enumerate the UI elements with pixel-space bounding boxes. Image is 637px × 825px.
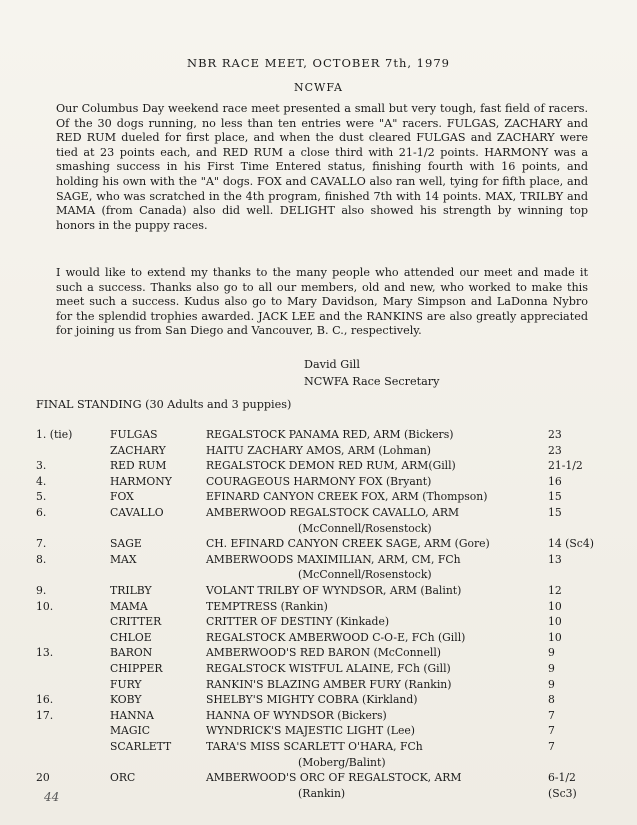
registered-name-cell: REGALSTOCK WISTFUL ALAINE, FCh (Gill) — [206, 662, 451, 675]
registered-name-cell: TEMPTRESS (Rankin) — [206, 599, 328, 613]
call-name-cell: CHLOE — [110, 630, 152, 644]
place-cell: 7. — [36, 537, 47, 551]
points-cell: 10 — [548, 615, 562, 629]
paragraph-thanks: I would like to extend my thanks to the many people who attended our meet and made it such a success. Thanks also go to all our members, old and new, who worked to make this meet such a success. Kudus also go to Mary Davidson, Mary Simpson and LaDonna Nybro for the splendid trophies awarded. JACK LEE and the RANKINS are also greatly appreciated for joining us from San Diego and Vancouver, B. C., respectively. — [56, 266, 588, 338]
table-row — [0, 631, 637, 646]
registered-name-cell: EFINARD CANYON CREEK FOX, ARM (Thompson) — [206, 490, 488, 504]
call-name-cell: MAGIC — [110, 724, 151, 738]
place-cell: 1. (tie) — [36, 428, 73, 441]
points-cell: 7 — [548, 708, 555, 722]
points-cell: 10 — [548, 630, 562, 644]
call-name-cell: ZACHARY — [110, 443, 166, 457]
points-cell: 15 — [548, 506, 562, 519]
organization-name: NCWFA — [294, 81, 343, 94]
call-name-cell: RED RUM — [110, 459, 167, 473]
table-row — [0, 522, 637, 537]
points-cell: 7 — [548, 740, 555, 753]
table-row — [0, 428, 637, 443]
points-cell: 9 — [548, 662, 555, 675]
registered-name-cell: REGALSTOCK DEMON RED RUM, ARM(Gill) — [206, 459, 456, 473]
table-row — [0, 771, 637, 786]
table-row — [0, 787, 637, 802]
registered-name-cell: AMBERWOOD REGALSTOCK CAVALLO, ARM — [206, 506, 460, 519]
call-name-cell: CRITTER — [110, 615, 162, 629]
place-cell: 9. — [36, 584, 47, 597]
points-cell: 13 — [548, 552, 562, 566]
call-name-cell: KOBY — [110, 693, 142, 707]
registered-name-cell: AMBERWOOD'S RED BARON (McConnell) — [206, 646, 441, 660]
registered-name-cell: HANNA OF WYNDSOR (Bickers) — [206, 708, 387, 722]
registered-name-cell: RANKIN'S BLAZING AMBER FURY (Rankin) — [206, 677, 452, 691]
signature-role: NCWFA Race Secretary — [304, 375, 440, 388]
points-cell: 6-1/2 — [548, 771, 576, 785]
place-cell: 8. — [36, 552, 47, 566]
registered-name-cell: CH. EFINARD CANYON CREEK SAGE, ARM (Gore) — [206, 537, 490, 551]
registered-name-cell: COURAGEOUS HARMONY FOX (Bryant) — [206, 474, 432, 488]
registered-name-cell: REGALSTOCK AMBERWOOD C-O-E, FCh (Gill) — [206, 630, 466, 644]
place-cell: 10. — [36, 599, 54, 613]
call-name-cell: SAGE — [110, 537, 142, 551]
registered-name-cell: AMBERWOOD'S ORC OF REGALSTOCK, ARM — [206, 771, 462, 785]
registered-name-cell: VOLANT TRILBY OF WYNDSOR, ARM (Balint) — [206, 584, 462, 597]
table-row — [0, 662, 637, 677]
call-name-cell: FURY — [110, 677, 142, 691]
table-row — [0, 678, 637, 693]
registered-name-cell: HAITU ZACHARY AMOS, ARM (Lohman) — [206, 443, 432, 457]
points-cell: 23 — [548, 443, 562, 457]
table-row — [0, 444, 637, 459]
place-cell: 13. — [36, 646, 54, 660]
page-title: NBR RACE MEET, OCTOBER 7th, 1979 — [187, 56, 450, 70]
table-row — [0, 600, 637, 615]
paragraph-race-summary: Our Columbus Day weekend race meet presented a small but very tough, fast field of racers. Of the 30 dogs running, no less than ten entries were "A" racers. FULGAS, ZACHARY and RED RUM dueled for first place, and when the dust cleared FULGAS and ZACHARY were tied at 23 points each, and RED RUM a close third with 21-1/2 points. HARMONY was a smashing success in his First Time Entered status, finishing fourth with 16 points, and holding his own with the "A" dogs. FOX and CAVALLO also ran well, tying for fifth place, and SAGE, who was scratched in the 4th program, finished 7th with 14 points. MAX, TRILBY and MAMA (from Canada) also did well. DELIGHT also showed his strength by winning top honors in the puppy races. — [56, 102, 588, 232]
registered-name-cell: SHELBY'S MIGHTY COBRA (Kirkland) — [206, 693, 418, 707]
place-cell: 3. — [36, 459, 47, 473]
call-name-cell: SCARLETT — [110, 740, 172, 753]
points-cell: 8 — [548, 693, 555, 707]
points-cell: 21-1/2 — [548, 459, 583, 473]
table-row — [0, 693, 637, 708]
table-row — [0, 724, 637, 739]
table-row — [0, 568, 637, 583]
points-cell: 16 — [548, 474, 562, 488]
table-row — [0, 553, 637, 568]
call-name-cell: HARMONY — [110, 474, 172, 488]
call-name-cell: HANNA — [110, 708, 154, 722]
points-cell: 9 — [548, 677, 555, 691]
table-row — [0, 584, 637, 599]
registered-name-cell: CRITTER OF DESTINY (Kinkade) — [206, 615, 390, 629]
table-row — [0, 615, 637, 630]
place-cell: 4. — [36, 474, 47, 488]
table-row — [0, 740, 637, 755]
table-row — [0, 459, 637, 474]
standing-title: FINAL STANDING (30 Adults and 3 puppies) — [36, 398, 292, 411]
table-row — [0, 506, 637, 521]
place-cell: 17. — [36, 708, 54, 722]
registered-name-cell: AMBERWOODS MAXIMILIAN, ARM, CM, FCh — [206, 552, 461, 566]
points-cell: 7 — [548, 724, 555, 738]
points-cell: (Sc3) — [548, 786, 577, 800]
table-row — [0, 709, 637, 724]
call-name-cell: MAMA — [110, 599, 148, 613]
call-name-cell: FULGAS — [110, 428, 158, 441]
registered-name-cell: REGALSTOCK PANAMA RED, ARM (Bickers) — [206, 428, 454, 441]
table-row — [0, 490, 637, 505]
call-name-cell: ORC — [110, 771, 136, 785]
call-name-cell: FOX — [110, 490, 134, 504]
owner-cell: (McConnell/Rosenstock) — [298, 568, 432, 582]
call-name-cell: TRILBY — [110, 584, 152, 597]
place-cell: 5. — [36, 490, 47, 504]
place-cell: 20 — [36, 771, 50, 785]
place-cell: 6. — [36, 506, 47, 519]
table-row — [0, 537, 637, 552]
call-name-cell: CHIPPER — [110, 662, 163, 675]
call-name-cell: MAX — [110, 552, 137, 566]
table-row — [0, 475, 637, 490]
registered-name-cell: WYNDRICK'S MAJESTIC LIGHT (Lee) — [206, 724, 415, 738]
owner-cell: (Rankin) — [298, 786, 346, 800]
points-cell: 12 — [548, 584, 562, 597]
owner-cell: (Moberg/Balint) — [298, 755, 386, 769]
points-cell: 14 (Sc4) — [548, 537, 594, 551]
handwritten-page-number: 44 — [44, 790, 60, 804]
points-cell: 10 — [548, 599, 562, 613]
table-row — [0, 756, 637, 771]
points-cell: 15 — [548, 490, 562, 504]
table-row — [0, 646, 637, 661]
signature-name: David Gill — [304, 358, 360, 371]
owner-cell: (McConnell/Rosenstock) — [298, 521, 432, 535]
points-cell: 9 — [548, 646, 555, 660]
registered-name-cell: TARA'S MISS SCARLETT O'HARA, FCh — [206, 740, 423, 753]
place-cell: 16. — [36, 693, 54, 707]
call-name-cell: CAVALLO — [110, 506, 164, 519]
points-cell: 23 — [548, 428, 562, 441]
call-name-cell: BARON — [110, 646, 153, 660]
